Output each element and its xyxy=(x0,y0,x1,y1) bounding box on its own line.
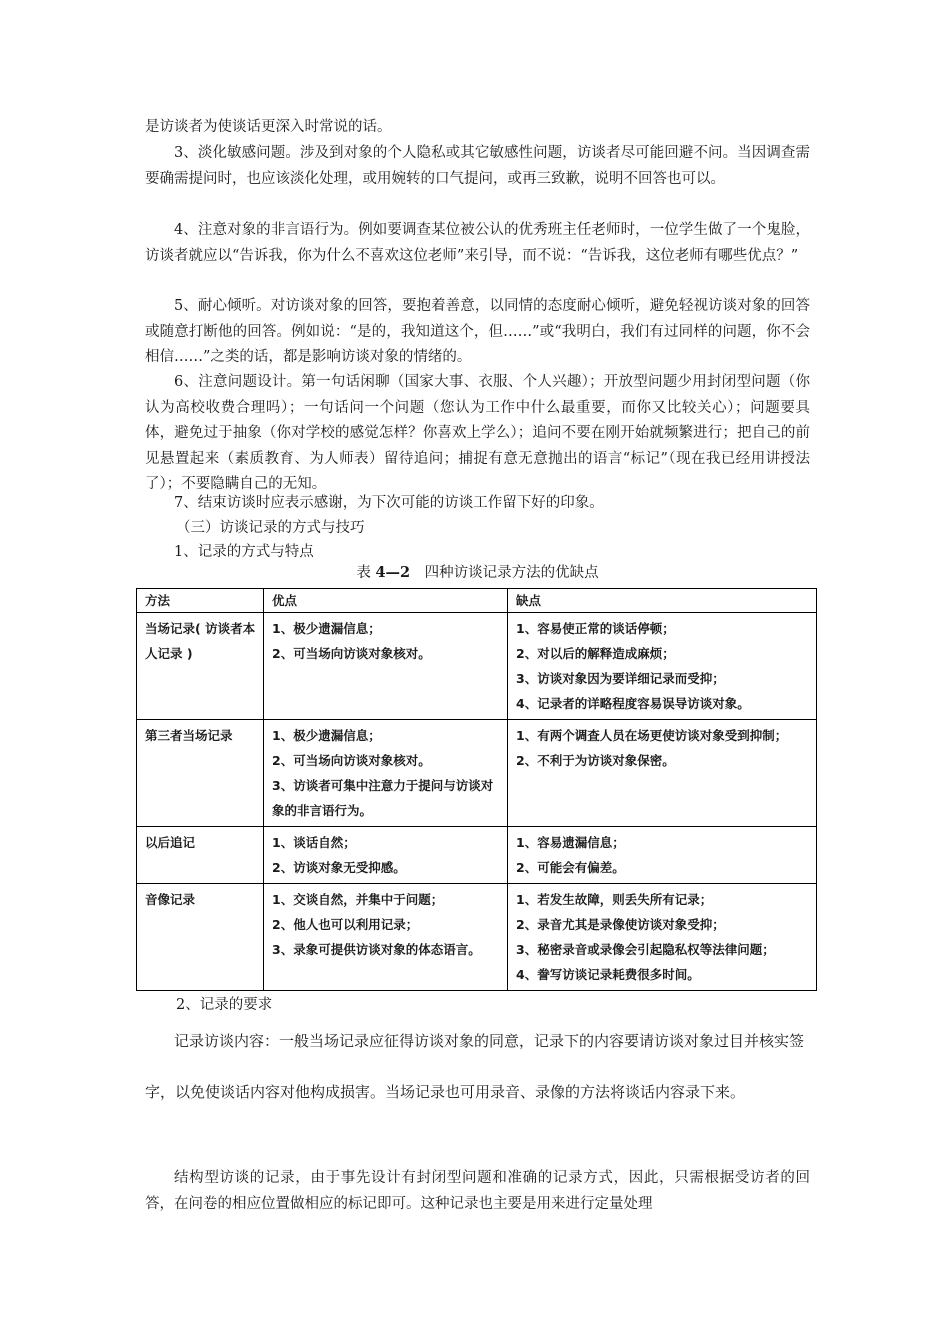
pros-item: 2、可当场向访谈对象核对。 xyxy=(272,646,431,661)
cons-item: 3、秘密录音或录像会引起隐私权等法律问题； xyxy=(516,942,775,957)
cons-cell xyxy=(508,884,817,991)
cons-item: 4、誊写访谈记录耗费很多时间。 xyxy=(516,967,700,982)
paragraph-point-3: 3、淡化敏感问题。涉及到对象的个人隐私或其它敏感性问题，访谈者尽可能回避不问。当因调查需要确需提问时，也应该淡化处理，或用婉转的口气提问，或再三致歉，说明不回答也可以。 xyxy=(145,145,810,187)
table-row xyxy=(137,720,817,827)
table-caption-title: 四种访谈记录方法的优缺点 xyxy=(410,565,599,581)
table-row xyxy=(137,613,817,720)
method-cell: 音像记录 xyxy=(137,884,264,991)
recording-methods-table xyxy=(136,588,817,991)
cons-cell xyxy=(508,720,817,827)
paragraph-record-requirement: 记录访谈内容：一般当场记录应征得访谈对象的同意，记录下的内容要请访谈对象过目并核实签字，以免使谈话内容对他构成损害。当场记录也可用录音、录像的方法将谈话内容录下来。 xyxy=(145,1032,805,1101)
table-caption-number: 4—2 xyxy=(375,564,411,581)
pros-cell xyxy=(264,613,508,720)
subheading-recording-requirements: 2、记录的要求 xyxy=(176,997,273,1013)
pros-cell xyxy=(264,720,508,827)
pros-item: 1、极少遗漏信息； xyxy=(272,728,381,743)
header-method: 方法 xyxy=(137,589,264,613)
header-pros: 优点 xyxy=(264,589,508,613)
pros-item: 1、谈话自然； xyxy=(272,835,356,850)
paragraph-point-5: 5、耐心倾听。对访谈对象的回答，要抱着善意，以同情的态度耐心倾听，避免轻视访谈对象的回答或随意打断他的回答。例如说：“是的，我知道这个，但……”或“我明白，我们有过同样的问题，你不会相信……”之类的话，都是影响访谈对象的情绪的。 xyxy=(145,298,810,366)
cons-item: 2、不利于为访谈对象保密。 xyxy=(516,753,675,768)
cons-item: 2、对以后的解释造成麻烦； xyxy=(516,646,675,661)
cons-item: 1、若发生故障，则丢失所有记录； xyxy=(516,892,713,907)
pros-item: 2、访谈对象无受抑感。 xyxy=(272,860,406,875)
pros-cell xyxy=(264,827,508,884)
section-heading: （三）访谈记录的方式与技巧 xyxy=(176,520,365,536)
table-caption xyxy=(145,562,810,584)
pros-item: 1、交谈自然，并集中于问题； xyxy=(272,892,444,907)
cons-item: 1、容易遗漏信息； xyxy=(516,835,625,850)
header-cons: 缺点 xyxy=(508,589,817,613)
table-row xyxy=(137,827,817,884)
pros-item: 2、他人也可以利用记录； xyxy=(272,917,419,932)
cons-cell xyxy=(508,613,817,720)
pros-item: 2、可当场向访谈对象核对。 xyxy=(272,753,431,768)
pros-item: 3、录象可提供访谈对象的体态语言。 xyxy=(272,942,481,957)
cons-item: 2、可能会有偏差。 xyxy=(516,860,625,875)
cons-item: 1、容易使正常的谈话停顿； xyxy=(516,621,675,636)
cons-item: 3、访谈对象因为要详细记录而受抑； xyxy=(516,671,725,686)
cons-item: 4、记录者的详略程度容易误导访谈对象。 xyxy=(516,696,750,711)
pros-item: 1、极少遗漏信息； xyxy=(272,621,381,636)
paragraph-point-7: 7、结束访谈时应表示感谢，为下次可能的访谈工作留下好的印象。 xyxy=(174,495,604,511)
table-caption-prefix: 表 xyxy=(356,565,376,581)
cons-item: 2、录音尤其是录像使访谈对象受抑； xyxy=(516,917,725,932)
paragraph-point-4: 4、注意对象的非言语行为。例如要调查某位被公认的优秀班主任老师时，一位学生做了一个鬼脸，访谈者就应以“告诉我，你为什么不喜欢这位老师”来引导，而不说：“告诉我，这位老师有哪些优点？” xyxy=(145,222,810,264)
subheading-recording-methods: 1、记录的方式与特点 xyxy=(174,544,314,560)
paragraph-continuation: 是访谈者为使谈话更深入时常说的话。 xyxy=(145,119,392,135)
table-header-row xyxy=(137,589,817,613)
paragraph-structured-record: 结构型访谈的记录，由于事先设计有封闭型问题和准确的记录方式，因此，只需根据受访者的回答，在问卷的相应位置做相应的标记即可。这种记录也主要是用来进行定量处理 xyxy=(145,1170,810,1212)
cons-item: 1、有两个调查人员在场更使访谈对象受到抑制； xyxy=(516,728,788,743)
paragraph-point-6: 6、注意问题设计。第一句话闲聊（国家大事、衣服、个人兴趣）；开放型问题少用封闭型问题（你认为高校收费合理吗）；一句话问一个问题（您认为工作中什么最重要，而你又比较关心）；问题要具体，避免过于抽象（你对学校的感觉怎样？你喜欢上学么）；追问不要在刚开始就频繁进行；把自己的前见悬置起来（素质教育、为人师表）留待追问；捕捉有意无意抛出的语言“标记”（现在我已经用讲授法了）；不要隐瞒自己的无知。 xyxy=(145,374,810,493)
method-cell: 第三者当场记录 xyxy=(137,720,264,827)
pros-item: 3、访谈者可集中注意力于提问与访谈对象的非言语行为。 xyxy=(272,778,494,818)
method-cell: 以后追记 xyxy=(137,827,264,884)
method-cell: 当场记录( 访谈者本人记录 ) xyxy=(137,613,264,720)
pros-cell xyxy=(264,884,508,991)
cons-cell xyxy=(508,827,817,884)
table-row xyxy=(137,884,817,991)
